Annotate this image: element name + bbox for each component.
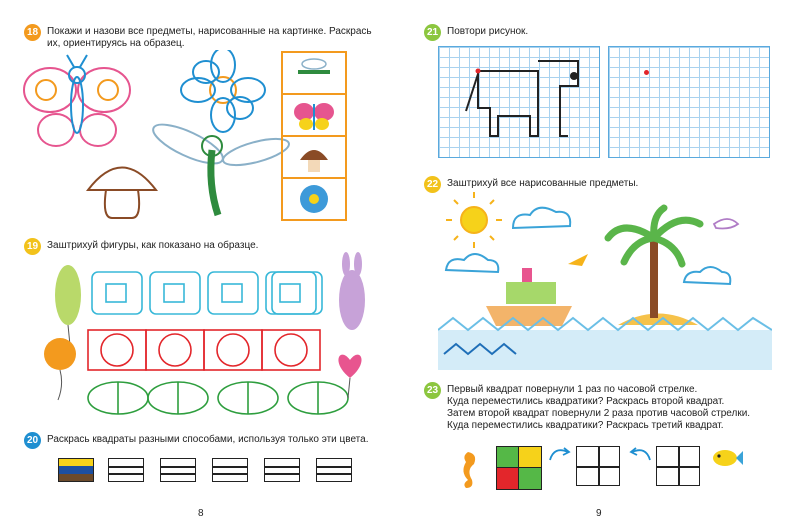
coloring-box[interactable] xyxy=(316,458,352,482)
answer-square-2[interactable] xyxy=(576,446,620,486)
sea-waves xyxy=(438,318,772,370)
task-text: Покажи и назови все предметы, нарисованные на картинке. Раскрась их, ориентируясь на образец. xyxy=(47,26,372,49)
task-number-badge: 19 xyxy=(24,238,41,255)
sample-panel xyxy=(282,52,346,220)
coloring-box[interactable] xyxy=(264,458,300,482)
heart-balloon-icon xyxy=(338,355,361,398)
task-number-badge: 23 xyxy=(424,382,441,399)
task-18-illustration xyxy=(20,50,380,225)
start-point xyxy=(644,70,649,75)
task-number-badge: 21 xyxy=(424,24,441,41)
task-text: Заштрихуй фигуры, как показано на образце. xyxy=(47,240,259,251)
bird-icon xyxy=(568,254,588,266)
task-text xyxy=(447,382,750,432)
task-number-badge: 22 xyxy=(424,176,441,193)
cyan-shapes-row xyxy=(92,272,322,314)
coloring-box[interactable] xyxy=(108,458,144,482)
color-sample-box xyxy=(58,458,94,482)
elephant-drawing xyxy=(438,46,600,158)
task-21 xyxy=(424,24,774,41)
page-number: 9 xyxy=(596,508,602,519)
sample-mushroom-icon xyxy=(300,150,328,172)
task-23 xyxy=(424,382,774,432)
green-shapes-row xyxy=(88,382,348,414)
task-text: Раскрась квадраты разными способами, используя только эти цвета. xyxy=(47,434,369,445)
page-number: 8 xyxy=(198,508,204,519)
swatch-blue xyxy=(59,466,93,473)
coloring-box[interactable] xyxy=(160,458,196,482)
sample-dragonfly-icon xyxy=(298,59,330,72)
dove-icon xyxy=(714,219,738,229)
task-20 xyxy=(24,432,374,449)
swatch-brown xyxy=(59,474,93,481)
task-number-badge: 20 xyxy=(24,432,41,449)
rotation-sample-square xyxy=(496,446,542,490)
sample-flower-icon xyxy=(300,185,328,213)
cell-yellow xyxy=(519,447,541,468)
orange-balloon-icon xyxy=(44,338,76,400)
task-18 xyxy=(24,24,374,50)
island-scene xyxy=(438,190,772,370)
butterfly-icon xyxy=(24,55,130,146)
rotate-clockwise-arrow-icon xyxy=(548,444,572,464)
swatch-yellow xyxy=(59,459,93,466)
task-text-line: Первый квадрат повернули 1 раз по часовой стрелке. xyxy=(447,384,698,395)
task-19-illustration xyxy=(40,250,380,420)
cell-green xyxy=(519,468,541,489)
red-shapes-row xyxy=(88,330,320,370)
mushroom-icon xyxy=(88,168,156,219)
ship-icon xyxy=(486,268,572,326)
cell-green xyxy=(497,447,519,468)
answer-square-3[interactable] xyxy=(656,446,700,486)
rotate-counterclockwise-arrow-icon xyxy=(628,444,652,464)
coloring-box[interactable] xyxy=(212,458,248,482)
cell-red xyxy=(497,468,519,489)
drawing-grid[interactable] xyxy=(608,46,770,158)
flower-icon xyxy=(181,50,265,132)
fish-icon xyxy=(710,446,744,470)
seahorse-icon xyxy=(456,448,480,492)
palm-tree-icon xyxy=(608,208,700,325)
green-balloon-icon xyxy=(55,265,81,345)
sample-butterfly-icon xyxy=(294,103,334,130)
task-text-line: Куда переместились квадратики? Раскрась второй квадрат. xyxy=(447,396,725,407)
task-text: Повтори рисунок. xyxy=(447,26,529,37)
task-number-badge: 18 xyxy=(24,24,41,41)
page-right xyxy=(400,0,800,527)
task-text-line: Куда переместились квадратики? Раскрась третий квадрат. xyxy=(447,420,724,431)
task-text-line: Затем второй квадрат повернули 2 раза против часовой стрелки. xyxy=(447,408,751,419)
task-text: Заштрихуй все нарисованные предметы. xyxy=(447,178,639,189)
sun-icon xyxy=(446,192,502,248)
bunny-balloon-icon xyxy=(339,252,365,330)
